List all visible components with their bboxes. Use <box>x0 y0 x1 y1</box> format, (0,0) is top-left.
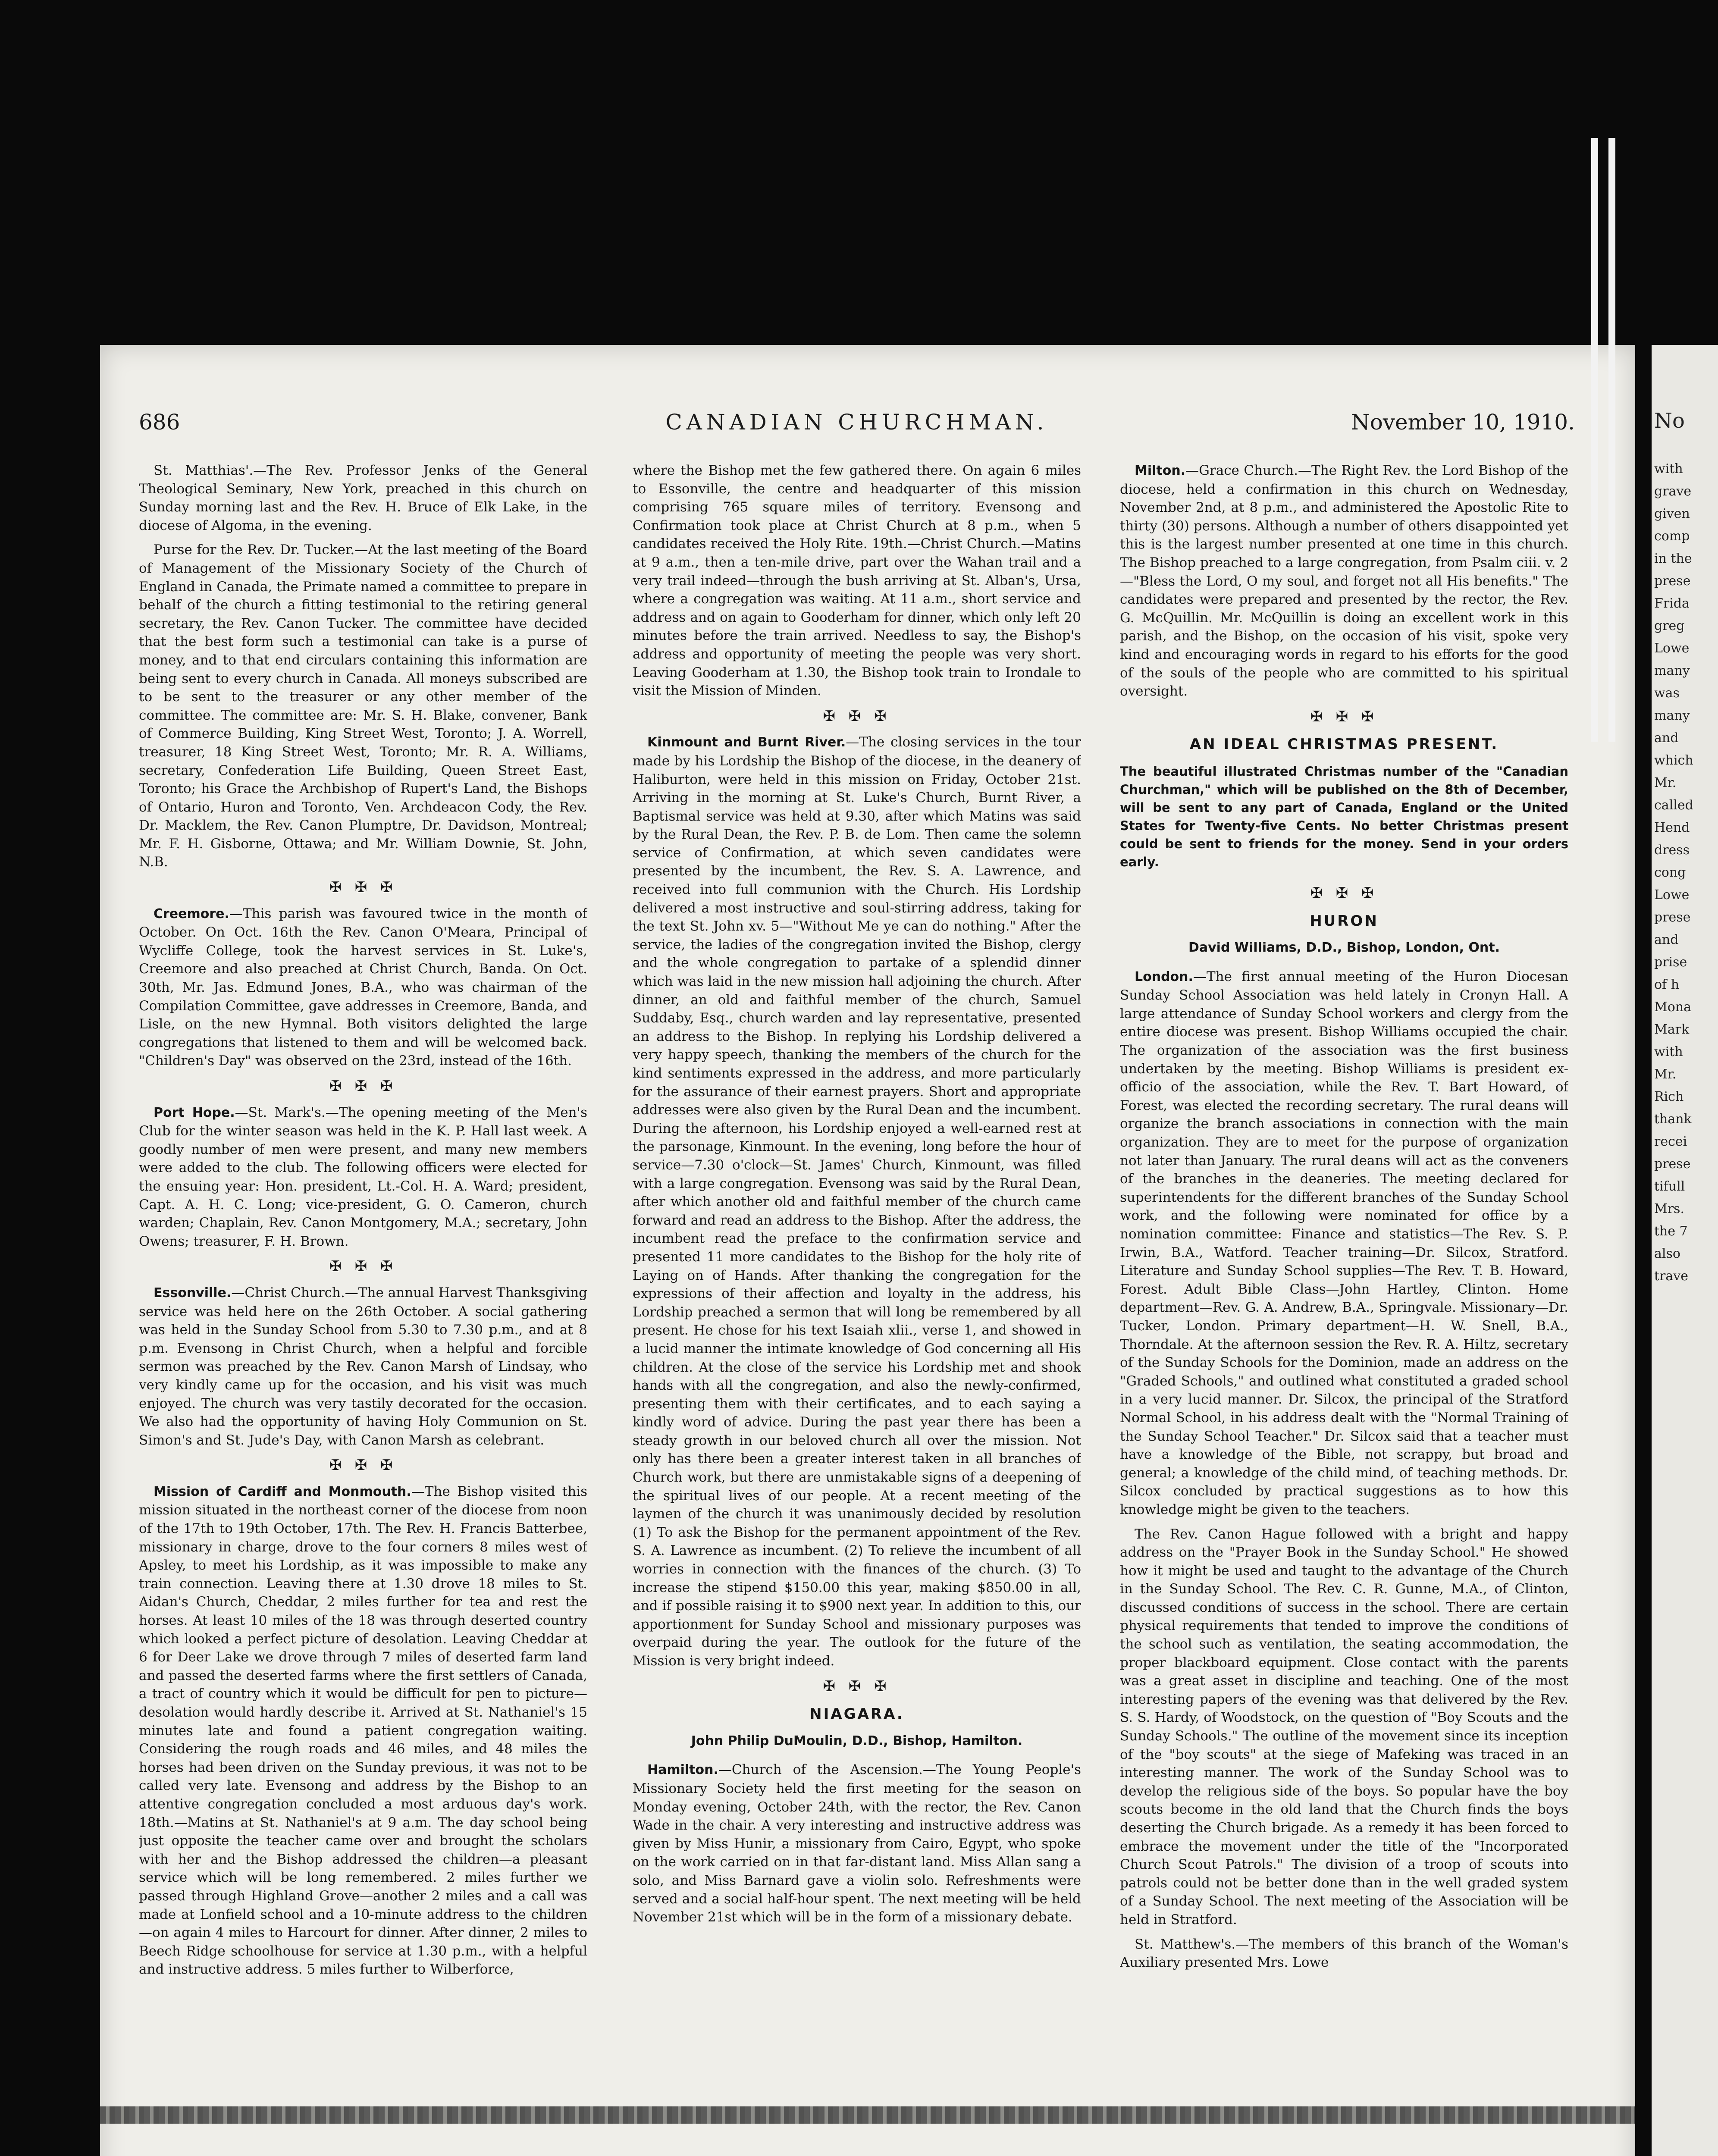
article-lead: London. <box>1135 969 1193 984</box>
article-body: —The first annual meeting of the Huron Diocesan Sunday School Association was held lately in Cronyn Hall. A large attendance of Sunday School workers and clergy from the entire diocese was present. Bishop Williams occupied the chair. The organization of the association was the first business undertaken by the meeting. Bishop Williams is president ex-officio of the association, while the Rev. T. Bart Howard, of Forest, was elected the recording secretary. The rural deans will organize the branch associations in connection with the main organization. They are to meet for the purpose of organization not later than January. The rural deans will act as the conveners of the branches in the deaneries. The meeting declared for superintendents for the different branches of the Sunday School work, and the following were nominated for office by a nomination committee: Finance and statistics—The Rev. S. P. Irwin, B.A., Watford. Teacher training—Dr. Silcox, Stratford. Literature and Sunday School supplies—The Rev. T. B. Howard, Forest. Adult Bible Class—John Hartley, Clinton. Home department—Rev. G. A. Andrew, B.A., Springvale. Missionary—Dr. Tucker, London. Primary department—H. W. Snell, B.A., Thorndale. At the afternoon session the Rev. R. A. Hiltz, secretary of the Sunday Schools for the Dominion, made an address on the "Graded Schools," and outlined what constituted a graded school in a very lucid manner. Dr. Silcox, the principal of the Stratford Normal School, in his address dealt with the "Normal Training of the Sunday School Teacher." Dr. Silcox said that a teacher must have a knowledge of the Bible, not scrappy, but broad and general; a knowledge of the child mind, of teaching methods. Dr. Silcox concluded by practical suggestions as to how this knowledge might be given to the teachers. <box>1120 968 1568 1517</box>
adjacent-page-fragment: trave <box>1654 1269 1688 1284</box>
adjacent-page-fragment: tifull <box>1654 1179 1685 1194</box>
column-3 <box>1120 461 1568 2156</box>
adjacent-page-fragment: of h <box>1654 977 1680 992</box>
adjacent-page-fragment: prese <box>1654 1156 1691 1172</box>
adjacent-page-fragment: prese <box>1654 910 1691 925</box>
adjacent-page-fragment: given <box>1654 506 1690 521</box>
niagara-bishop-line: John Philip DuMoulin, D.D., Bishop, Hamilton. <box>691 1733 1023 1749</box>
adjacent-page-fragment: Lowe <box>1654 641 1690 656</box>
article-lead: Essonville. <box>154 1285 232 1300</box>
adjacent-page-fragment: Mr. <box>1654 775 1677 790</box>
adjacent-page-fragment: called <box>1654 798 1693 813</box>
ornament: ✠ ✠ ✠ <box>1310 708 1378 725</box>
adjacent-page-fragment: in the <box>1654 551 1692 566</box>
article-body: —Grace Church.—The Right Rev. the Lord Bishop of the diocese, held a confirmation in this church on Wednesday, November 2nd, at 8 p.m., and administered the Apostolic Rite to thirty (30) persons. Although a number of others disappointed yet this is the largest number presented at one time in this church. The Bishop preached to a large congregation, from Psalm ciii. v. 2—"Bless the Lord, O my soul, and forget not all His benefits." The candidates were prepared and presented by the rector, the Rev. G. McQuillin. Mr. McQuillin is doing an excellent work in this parish, and the Bishop, on the occasion of his visit, spoke very kind and encouraging words in regard to his efforts for the good of the souls of the people who are committed to his spiritual oversight. <box>1120 463 1568 699</box>
section-heading-christmas: AN IDEAL CHRISTMAS PRESENT. <box>1189 736 1499 753</box>
article-hamilton <box>633 1761 1081 1926</box>
christmas-advertisement: The beautiful illustrated Christmas number of the "Canadian Churchman," which will be published on the 8th of December, will be sent to any part of Canada, England or the United States for Twenty-five Cents. No better Christmas present could be sent to friends for the money. Send in your orders early. <box>1120 764 1568 869</box>
ornament: ✠ ✠ ✠ <box>329 1258 397 1275</box>
adjacent-page-fragment: Rich <box>1654 1089 1684 1104</box>
scanner-bar <box>1591 138 1598 742</box>
column-1 <box>139 461 587 2156</box>
article-port-hope <box>139 1103 587 1251</box>
adjacent-page-edge <box>1652 345 1718 2156</box>
article-milton <box>1120 461 1568 701</box>
ornament: ✠ ✠ ✠ <box>329 879 397 896</box>
column-2 <box>633 461 1081 2156</box>
article-lead: Creemore. <box>154 906 229 921</box>
article-lead: Milton. <box>1135 463 1186 478</box>
page-number: 686 <box>139 410 180 435</box>
adjacent-page-fragment: greg <box>1654 618 1685 633</box>
section-heading-niagara: NIAGARA. <box>809 1705 904 1723</box>
publication-title: CANADIAN CHURCHMAN. <box>665 410 1048 435</box>
adjacent-page-fragment: dress <box>1654 843 1690 858</box>
article-lead: Hamilton. <box>647 1762 718 1778</box>
article-lead: Port Hope. <box>154 1105 235 1120</box>
article-kinmount <box>633 733 1081 1670</box>
article-body: —Christ Church.—The annual Harvest Thanksgiving service was held here on the 26th October. A social gathering was held in the Sunday School from 5.30 to 7.30 p.m., and at 8 p.m. Evensong in Christ Church, when a helpful and forcible sermon was preached by the Rev. Canon Marsh of Lindsay, who very kindly came up for the occasion, and his visit was much enjoyed. The church was very tastily decorated for the occasion. We also had the opportunity of having Holy Communion on St. Simon's and St. Jude's Day, with Canon Marsh as celebrant. <box>139 1285 587 1448</box>
article-essonville <box>139 1284 587 1449</box>
article-st-matthias: St. Matthias'.—The Rev. Professor Jenks of the General Theological Seminary, New York, preached in this church on Sunday morning last and the Rev. H. Bruce of Elk Lake, in the diocese of Algoma, in the evening. <box>139 463 587 533</box>
article-purse-dr-tucker: Purse for the Rev. Dr. Tucker.—At the last meeting of the Board of Management of the Missionary Society of the Church of England in Canada, the Primate named a committee to prepare in behalf of the church a fitting testimonial to the retiring general secretary, the Rev. Canon Tucker. The committee have decided that the best form such a testimonial can take is a purse of money, and to that end circulars containing this information are being sent to every church in Canada. All moneys subscribed are to be sent to the treasurer or any other member of the committee. The committee are: Mr. S. H. Blake, convener, Bank of Commerce Building, King Street West, Toronto; J. A. Worrell, treasurer, 18 King Street West, Toronto; Mr. R. A. Williams, secretary, Confederation Life Building, Queen Street East, Toronto; his Grace the Archbishop of Rupert's Land, the Bishops of Ontario, Huron and Toronto, Ven. Archdeacon Cody, the Rev. Dr. Macklem, the Rev. Canon Plumptre, Dr. Davidson, Montreal; Mr. F. H. Gisborne, Ottawa; and Mr. William Downie, St. John, N.B. <box>139 542 587 870</box>
article-body: —St. Mark's.—The opening meeting of the Men's Club for the winter season was held in the K. P. Hall last week. A goodly number of men were present, and many new members were added to the club. The following officers were elected for the ensuing year: Hon. president, Lt.-Col. H. A. Ward; president, Capt. A. H. C. Long; vice-president, G. O. Cameron, church warden; Chaplain, Rev. Canon Montgomery, M.A.; secretary, John Owens; treasurer, F. H. Brown. <box>139 1104 587 1249</box>
adjacent-page-fragment: many <box>1654 708 1690 723</box>
article-st-matthews: St. Matthew's.—The members of this branch of the Woman's Auxiliary presented Mrs. Lowe <box>1120 1936 1568 1971</box>
adjacent-page-fragment: thank <box>1654 1112 1692 1127</box>
article-cardiff-continued: where the Bishop met the few gathered there. On again 6 miles to Essonville, the centre and headquarter of this mission comprising 765 square miles of territory. Evensong and Confirmation took place at Christ Church at 8 p.m., when 5 candidates received the Holy Rite. 19th.—Christ Church.—Matins at 9 a.m., then a ten-mile drive, part over the Wahan trail and a very trail indeed—through the bush arriving at St. Alban's, Ursa, where a congregation was waiting. At 11 a.m., short service and address and on again to Gooderham for dinner, which only left 20 minutes before the train arrived. Needless to say, the Bishop's address and opportunity of meeting the people was very short. Leaving Gooderham at 1.30, the Bishop took train to Irondale to visit the Mission of Minden. <box>633 463 1081 699</box>
ornament: ✠ ✠ ✠ <box>329 1078 397 1095</box>
adjacent-page-fragment: No <box>1654 409 1685 433</box>
article-body: —The closing services in the tour made by his Lordship the Bishop of the diocese, in the deanery of Haliburton, were held in this mission on Friday, October 21st. Arriving in the morning at St. Luke's Church, Burnt River, a Baptismal service was held at 9.30, after which Matins was said by the Rural Dean, the Rev. P. B. de Lom. Then came the solemn service of Confirmation, at which seven candidates were presented by the incumbent, the Rev. S. A. Lawrence, and received into full communion with the Church. His Lordship delivered a most instructive and soul-stirring address, taking for the text St. John xv. 5—"Without Me ye can do nothing." After the service, the ladies of the congregation invited the Bishop, clergy and the whole congregation to partake of a splendid dinner which was laid in the new mission hall adjoining the church. After dinner, an old and faithful member of the church, Samuel Suddaby, Esq., church warden and lay representative, presented an address to the Bishop. In replying his Lordship delivered a very happy speech, thanking the members of the church for the kind sentiments expressed in the address, and more particularly for the assurance of their earnest prayers. Short and appropriate addresses were also given by the Rural Dean and the incumbent. During the afternoon, his Lordship enjoyed a well-earned rest at the parsonage, Kinmount. In the evening, long before the hour of service—7.30 o'clock—St. James' Church, Kinmount, was filled with a large congregation. Evensong was said by the Rural Dean, after which another old and faithful member of the church came forward and read an address to the Bishop. After the address, the incumbent read the preface to the confirmation service and presented 11 more candidates to the Bishop for the holy rite of Laying on of Hands. After thanking the congregation for the expressions of their affection and loyalty in the address, his Lordship preached a sermon that will long be remembered by all present. He chose for his text Isaiah xlii., verse 1, and showed in a lucid manner the intimate knowledge of God concerning all His children. At the close of the service his Lordship met and shook hands with all the congregation, and also the newly-confirmed, presenting them with their certificates, and to each saying a kindly word of advice. During the past year there has been a steady growth in our beloved church all over the mission. Not only has there been a greater interest taken in all branches of Church work, but there are unmistakable signs of a deepening of the spiritual lives of our people. At a recent meeting of the laymen of the church it was unanimously decided by resolution (1) To ask the Bishop for the permanent appointment of the Rev. S. A. Lawrence as incumbent. (2) To relieve the incumbent of all worries in connection with the finances of the church. (3) To increase the stipend $150.00 this year, making $850.00 in all, and if possible raising it to $900 next year. In addition to this, our apportionment for Sunday School and missionary purposes was overpaid during the year. The outlook for the future of the Mission is very bright indeed. <box>633 734 1081 1669</box>
adjacent-page-fragment: cong <box>1654 865 1686 880</box>
scanner-bar <box>1608 138 1615 742</box>
page-header <box>139 410 1575 440</box>
adjacent-page-fragment: Mrs. <box>1654 1201 1684 1216</box>
article-body: —Church of the Ascension.—The Young People's Missionary Society held the first meeting for the season on Monday evening, October 24th, with the rector, the Rev. Canon Wade in the chair. A very interesting and instructive address was given by Miss Hunir, a missionary from Cairo, Egypt, who spoke on the work carried on in that far-distant land. Miss Allan sang a solo, and Miss Barnard gave a violin solo. Refreshments were served and a social half-hour spent. The next meeting will be held November 21st which will be in the form of a missionary debate. <box>633 1762 1081 1925</box>
adjacent-page-fragment: Mona <box>1654 1000 1691 1015</box>
article-cardiff-monmouth <box>139 1482 587 1979</box>
adjacent-page-fragment: Mark <box>1654 1022 1690 1037</box>
adjacent-page-fragment: comp <box>1654 529 1690 544</box>
article-creemore <box>139 905 587 1070</box>
adjacent-page-fragment: and <box>1654 932 1679 947</box>
adjacent-page-fragment: prese <box>1654 573 1691 589</box>
article-lead: Kinmount and Burnt River. <box>647 735 846 750</box>
issue-date: November 10, 1910. <box>1351 410 1575 435</box>
adjacent-page-fragment: which <box>1654 753 1693 768</box>
ornament: ✠ ✠ ✠ <box>329 1457 397 1474</box>
adjacent-page-fragment: prise <box>1654 955 1687 970</box>
ornament: ✠ ✠ ✠ <box>1310 884 1378 902</box>
adjacent-page-fragment: the 7 <box>1654 1224 1688 1239</box>
newspaper-page <box>100 345 1635 2156</box>
article-lead: Mission of Cardiff and Monmouth. <box>154 1484 411 1499</box>
adjacent-page-fragment: was <box>1654 686 1680 701</box>
adjacent-page-fragment: Mr. <box>1654 1067 1677 1082</box>
article-body: —This parish was favoured twice in the month of October. On Oct. 16th the Rev. Canon O'Meara, Principal of Wycliffe College, took the harvest services in St. Luke's, Creemore and also preached at Christ Church, Banda. On Oct. 30th, Mr. Jas. Edmund Jones, B.A., who was chairman of the Compilation Committee, gave addresses in Creemore, Banda, and Lisle, on the new Hymnal. Both visitors delighted the large congregations that listened to them and will be welcomed back. "Children's Day" was observed on the 23rd, instead of the 16th. <box>139 906 587 1069</box>
ornament: ✠ ✠ ✠ <box>823 1677 891 1695</box>
adjacent-page-fragment: and <box>1654 730 1679 746</box>
adjacent-page-fragment: recei <box>1654 1134 1687 1149</box>
adjacent-page-fragment: also <box>1654 1246 1680 1261</box>
article-canon-hague: The Rev. Canon Hague followed with a bright and happy address on the "Prayer Book in the Sunday School." He showed how it might be used and taught to the advantage of the Church in the Sunday School. The Rev. C. R. Gunne, M.A., of Clinton, discussed conditions of success in the school. There are certain physical requirements that tended to improve the conditions of the school such as ventilation, the seating accommodation, the proper blackboard equipment. Close contact with the parents was a great asset in discipline and teaching. One of the most interesting papers of the evening was that delivered by the Rev. S. S. Hardy, of Woodstock, on the question of "Boy Scouts and the Sunday Schools." The outline of the movement since its inception of the "boy scouts" at the siege of Mafeking was traced in an interesting manner. The work of the Sunday School was to develop the religious side of the boys. So popular have the boy scouts become in the old land that the Church finds the boys deserting the Church brigade. As a remedy it has been forced to embrace the movement under the title of the "Incorporated Church Scout Patrols." The division of a troop of scouts into patrols could not be better done than in the well graded system of a Sunday School. The next meeting of the Association will be held in Stratford. <box>1120 1526 1568 1927</box>
ornament: ✠ ✠ ✠ <box>823 707 891 725</box>
adjacent-page-fragment: Lowe <box>1654 887 1690 903</box>
adjacent-page-fragment: Frida <box>1654 596 1690 611</box>
article-london <box>1120 968 1568 1519</box>
adjacent-page-fragment: with <box>1654 461 1683 476</box>
article-body: —The Bishop visited this mission situated in the northeast corner of the diocese from noon of the 17th to 19th October, 17th. The Rev. H. Francis Batterbee, missionary in charge, drove to the four corners 8 miles west of Apsley, to meet his Lordship, as it was impossible to make any train connection. Leaving there at 1.30 drove 18 miles to St. Aidan's Church, Cheddar, 2 miles further for tea and rest the horses. At least 10 miles of the 18 was through deserted country which looked a perfect picture of desolation. Leaving Cheddar at 6 for Deer Lake we drove through 7 miles of deserted farm land and passed the deserted farms where the first settlers of Canada, a tract of country which it would be difficult for pen to picture—desolation would hardly describe it. Arrived at St. Nathaniel's 15 minutes late and found a patient congregation waiting. Considering the rough roads and 46 miles, and 48 miles the horses had been driven on the Sunday previous, it was not to be called very late. Evensong and address by the Bishop to an attentive congregation concluded a most arduous day's work. 18th.—Matins at St. Nathaniel's at 9 a.m. The day school being just opposite the teacher came over and brought the scholars with her and the Bishop addressed the children—a pleasant service which will be long remembered. 2 miles further we passed through Highland Grove—another 2 miles and a call was made at Lonfield school and a 10-minute address to the children—on again 4 miles to Harcourt for dinner. After dinner, 2 miles to Beech Ridge schoolhouse for service at 1.30 p.m., with a helpful and instructive address. 5 miles further to Wilberforce, <box>139 1483 587 1977</box>
huron-bishop-line: David Williams, D.D., Bishop, London, Ont. <box>1188 940 1500 956</box>
section-heading-huron: HURON <box>1310 912 1379 930</box>
adjacent-page-fragment: Hend <box>1654 820 1690 835</box>
scan-damage-strip <box>100 2106 1635 2124</box>
adjacent-page-fragment: grave <box>1654 484 1692 499</box>
adjacent-page-fragment: many <box>1654 663 1690 678</box>
adjacent-page-fragment: with <box>1654 1044 1683 1059</box>
